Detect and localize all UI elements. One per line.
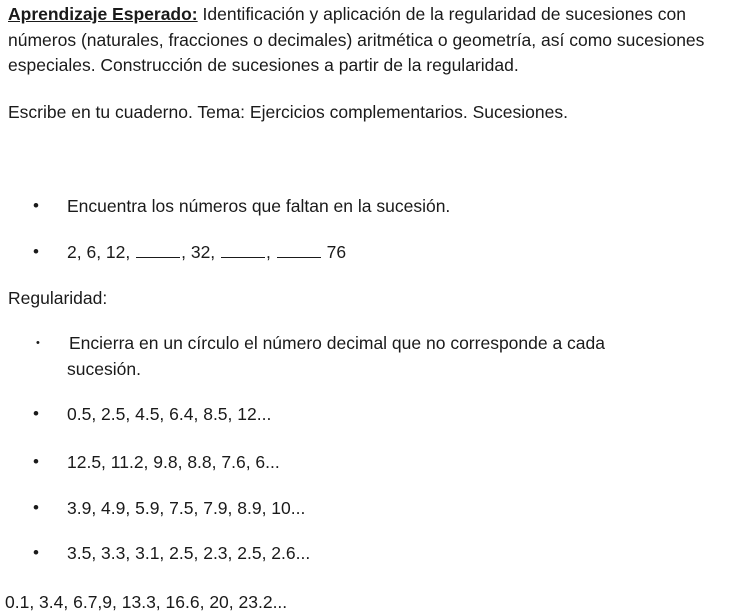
learning-objective-label: Aprendizaje Esperado: [8,4,198,24]
sequence-4: 3.5, 3.3, 3.1, 2.5, 2.3, 2.5, 2.6... [67,543,311,563]
bullet-icon: • [33,196,39,215]
sequence-part: 2, 6, 12, [67,242,136,262]
sequence-1: 0.5, 2.5, 4.5, 6.4, 8.5, 12... [67,404,272,424]
sequence-3: 3.9, 4.9, 5.9, 7.5, 7.9, 8.9, 10... [67,498,306,518]
learning-objective [8,2,740,79]
bullet-icon: • [33,498,39,517]
section-heading: Regularidad: [8,288,108,308]
learning-objective-text: Identificación y aplicación de la regularidad de sucesiones con números (naturales, fracciones o decimales) aritmética o geometría, así como sucesiones especiales. Construcción de sucesiones a partir de la regularidad. [8,4,705,75]
exercise-instruction-line2: sucesión. [67,359,141,379]
task-instruction: Escribe en tu cuaderno. Tema: Ejercicios complementarios. Sucesiones. [8,102,568,122]
exercise-instruction-line1: Encierra en un círculo el número decimal que no corresponde a cada [69,333,606,353]
bullet-icon: • [33,543,39,562]
sequence-with-blanks [67,240,346,264]
answer-blank[interactable] [277,243,321,258]
sequence-part: , [266,242,276,262]
exercise-instruction: Encuentra los números que faltan en la sucesión. [67,196,451,216]
bullet-icon: • [36,337,40,349]
sequence-5: 0.1, 3.4, 6.7,9, 13.3, 16.6, 20, 23.2... [5,592,288,612]
bullet-icon: • [33,404,39,423]
sequence-part: , 32, [181,242,221,262]
sequence-2: 12.5, 11.2, 9.8, 8.8, 7.6, 6... [67,452,280,472]
answer-blank[interactable] [221,243,265,258]
answer-blank[interactable] [136,243,180,258]
sequence-part: 76 [321,242,347,262]
bullet-icon: • [33,452,39,471]
bullet-icon: • [33,242,39,261]
